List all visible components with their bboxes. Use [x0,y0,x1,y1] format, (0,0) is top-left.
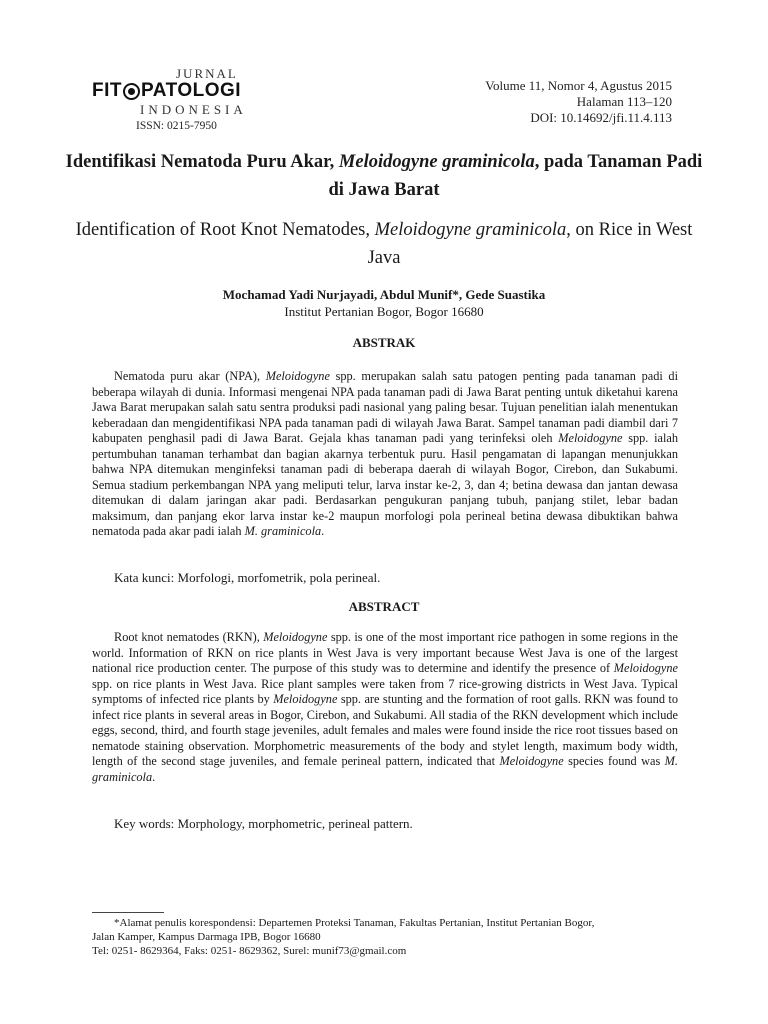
issue-meta [485,78,672,126]
logo-jurnal-text: JURNAL [176,66,238,81]
title-id-species: Meloidogyne graminicola [338,152,535,172]
volume: Volume 11, Nomor 4, Agustus 2015 [485,78,672,93]
logo-brand-part-b: PATOLOGI [141,80,242,101]
title-en-post: , on Rice in West Java [367,220,693,268]
logo-brand-part-a: FIT [92,80,122,101]
doi: DOI: 10.14692/jfi.11.4.113 [530,110,672,125]
title-id-pre: Identifikasi Nematoda Puru Akar, [65,152,339,172]
key-words: Key words: Morphology, morphometric, perineal pattern. [114,816,413,831]
abstrak-heading: ABSTRAK [352,335,416,350]
journal-logo [92,66,252,136]
title-en-pre: Identification of Root Knot Nematodes, [75,220,375,240]
title-english [60,216,708,272]
logo-brand [92,80,241,102]
footnote-line-3: Tel: 0251- 8629364, Faks: 0251- 8629362, Surel: munif73@gmail.com [92,945,407,957]
title-indonesian [60,148,708,204]
page-range: Halaman 113–120 [576,94,672,109]
logo-indonesia-text: INDONESIA [140,102,247,117]
abstract-body: Root knot nematodes (RKN), Meloidogyne spp. is one of the most important rice pathogen in some regions in the world. Information of RKN on rice plants in West Java is very important because West Java is one of the largest national rice production center. The purpose of this study was to determine and identify the presence of Meloidogyne spp. on rice plants in West Java. Rice plant samples were taken from 7 rice-growing districts in West Java. Typical symptoms of infected rice plants by Meloidogyne spp. are stunting and the formation of root galls. RKN was found to infect rice plants in several areas in Bogor, Cirebon, and Sukabumi. All stadia of the RKN development which include eggs, second, third, and fourth stage jeveniles, adult females and males were found inside the rice root tissues based on nematode staining observation. Morphometric measurements of the body and stylet length, maximum body width, length of the second stage juveniles, and female perineal pattern, indicated that Meloidogyne species found was M. graminicola. [92,630,678,784]
kata-kunci: Kata kunci: Morfologi, morfometrik, pola perineal. [114,570,381,585]
issn: ISSN: 0215-7950 [136,120,217,132]
abstrak-body: Nematoda puru akar (NPA), Meloidogyne spp. merupakan salah satu patogen penting pada tanaman padi di beberapa wilayah di dunia. Informasi mengenai NPA pada tanaman padi di Jawa Barat penting untuk diketahui karena Jawa Barat merupakan salah satu sentra produksi padi nasional yang paling besar. Tujuan penelitian ialah menentukan keberadaan dan mengidentifikasi NPA pada tanaman padi di wilayah Jawa Barat. Sampel tanaman padi diambil dari 7 kabupaten penghasil padi di Jawa Barat. Gejala khas tanaman padi yang terinfeksi oleh Meloidogyne spp. ialah pertumbuhan tanaman terhambat dan bagian akarnya terbentuk puru. Hasil pengamatan di lapangan menunjukkan bahwa NPA ditemukan menginfeksi tanaman padi di beberapa daerah di wilayah Bogor, Cirebon, dan Sukabumi. Semua stadium perkembangan NPA yang meliputi telur, larva instar ke-2, 3, dan 4; betina dewasa dan jantan dewasa ditemukan di dalam jaringan akar padi. Berdasarkan pengukuran panjang tubuh, panjang stilet, lebar badan maksimum, dan panjang ekor larva instar ke-2 maupun morfologi pola perineal betina dewasa dibuktikan bahwa nematoda pada akar padi ialah M. graminicola. [92,369,679,538]
footnote-rule [92,912,164,913]
affiliation: Institut Pertanian Bogor, Bogor 16680 [284,304,484,319]
abstract-heading: ABSTRACT [348,599,420,614]
logo-o-icon [123,83,140,100]
footnote-line-1: *Alamat penulis korespondensi: Departemen Proteksi Tanaman, Fakultas Pertanian, Institut Pertanian Bogor, [114,917,595,929]
authors: Mochamad Yadi Nurjayadi, Abdul Munif*, Gede Suastika [222,287,546,302]
footnote-line-2: Jalan Kamper, Kampus Darmaga IPB, Bogor 16680 [92,931,321,943]
title-id-post: , pada Tanaman Padi di Jawa Barat [328,152,703,200]
title-en-species: Meloidogyne graminicola [374,220,567,240]
footnote [92,916,692,958]
